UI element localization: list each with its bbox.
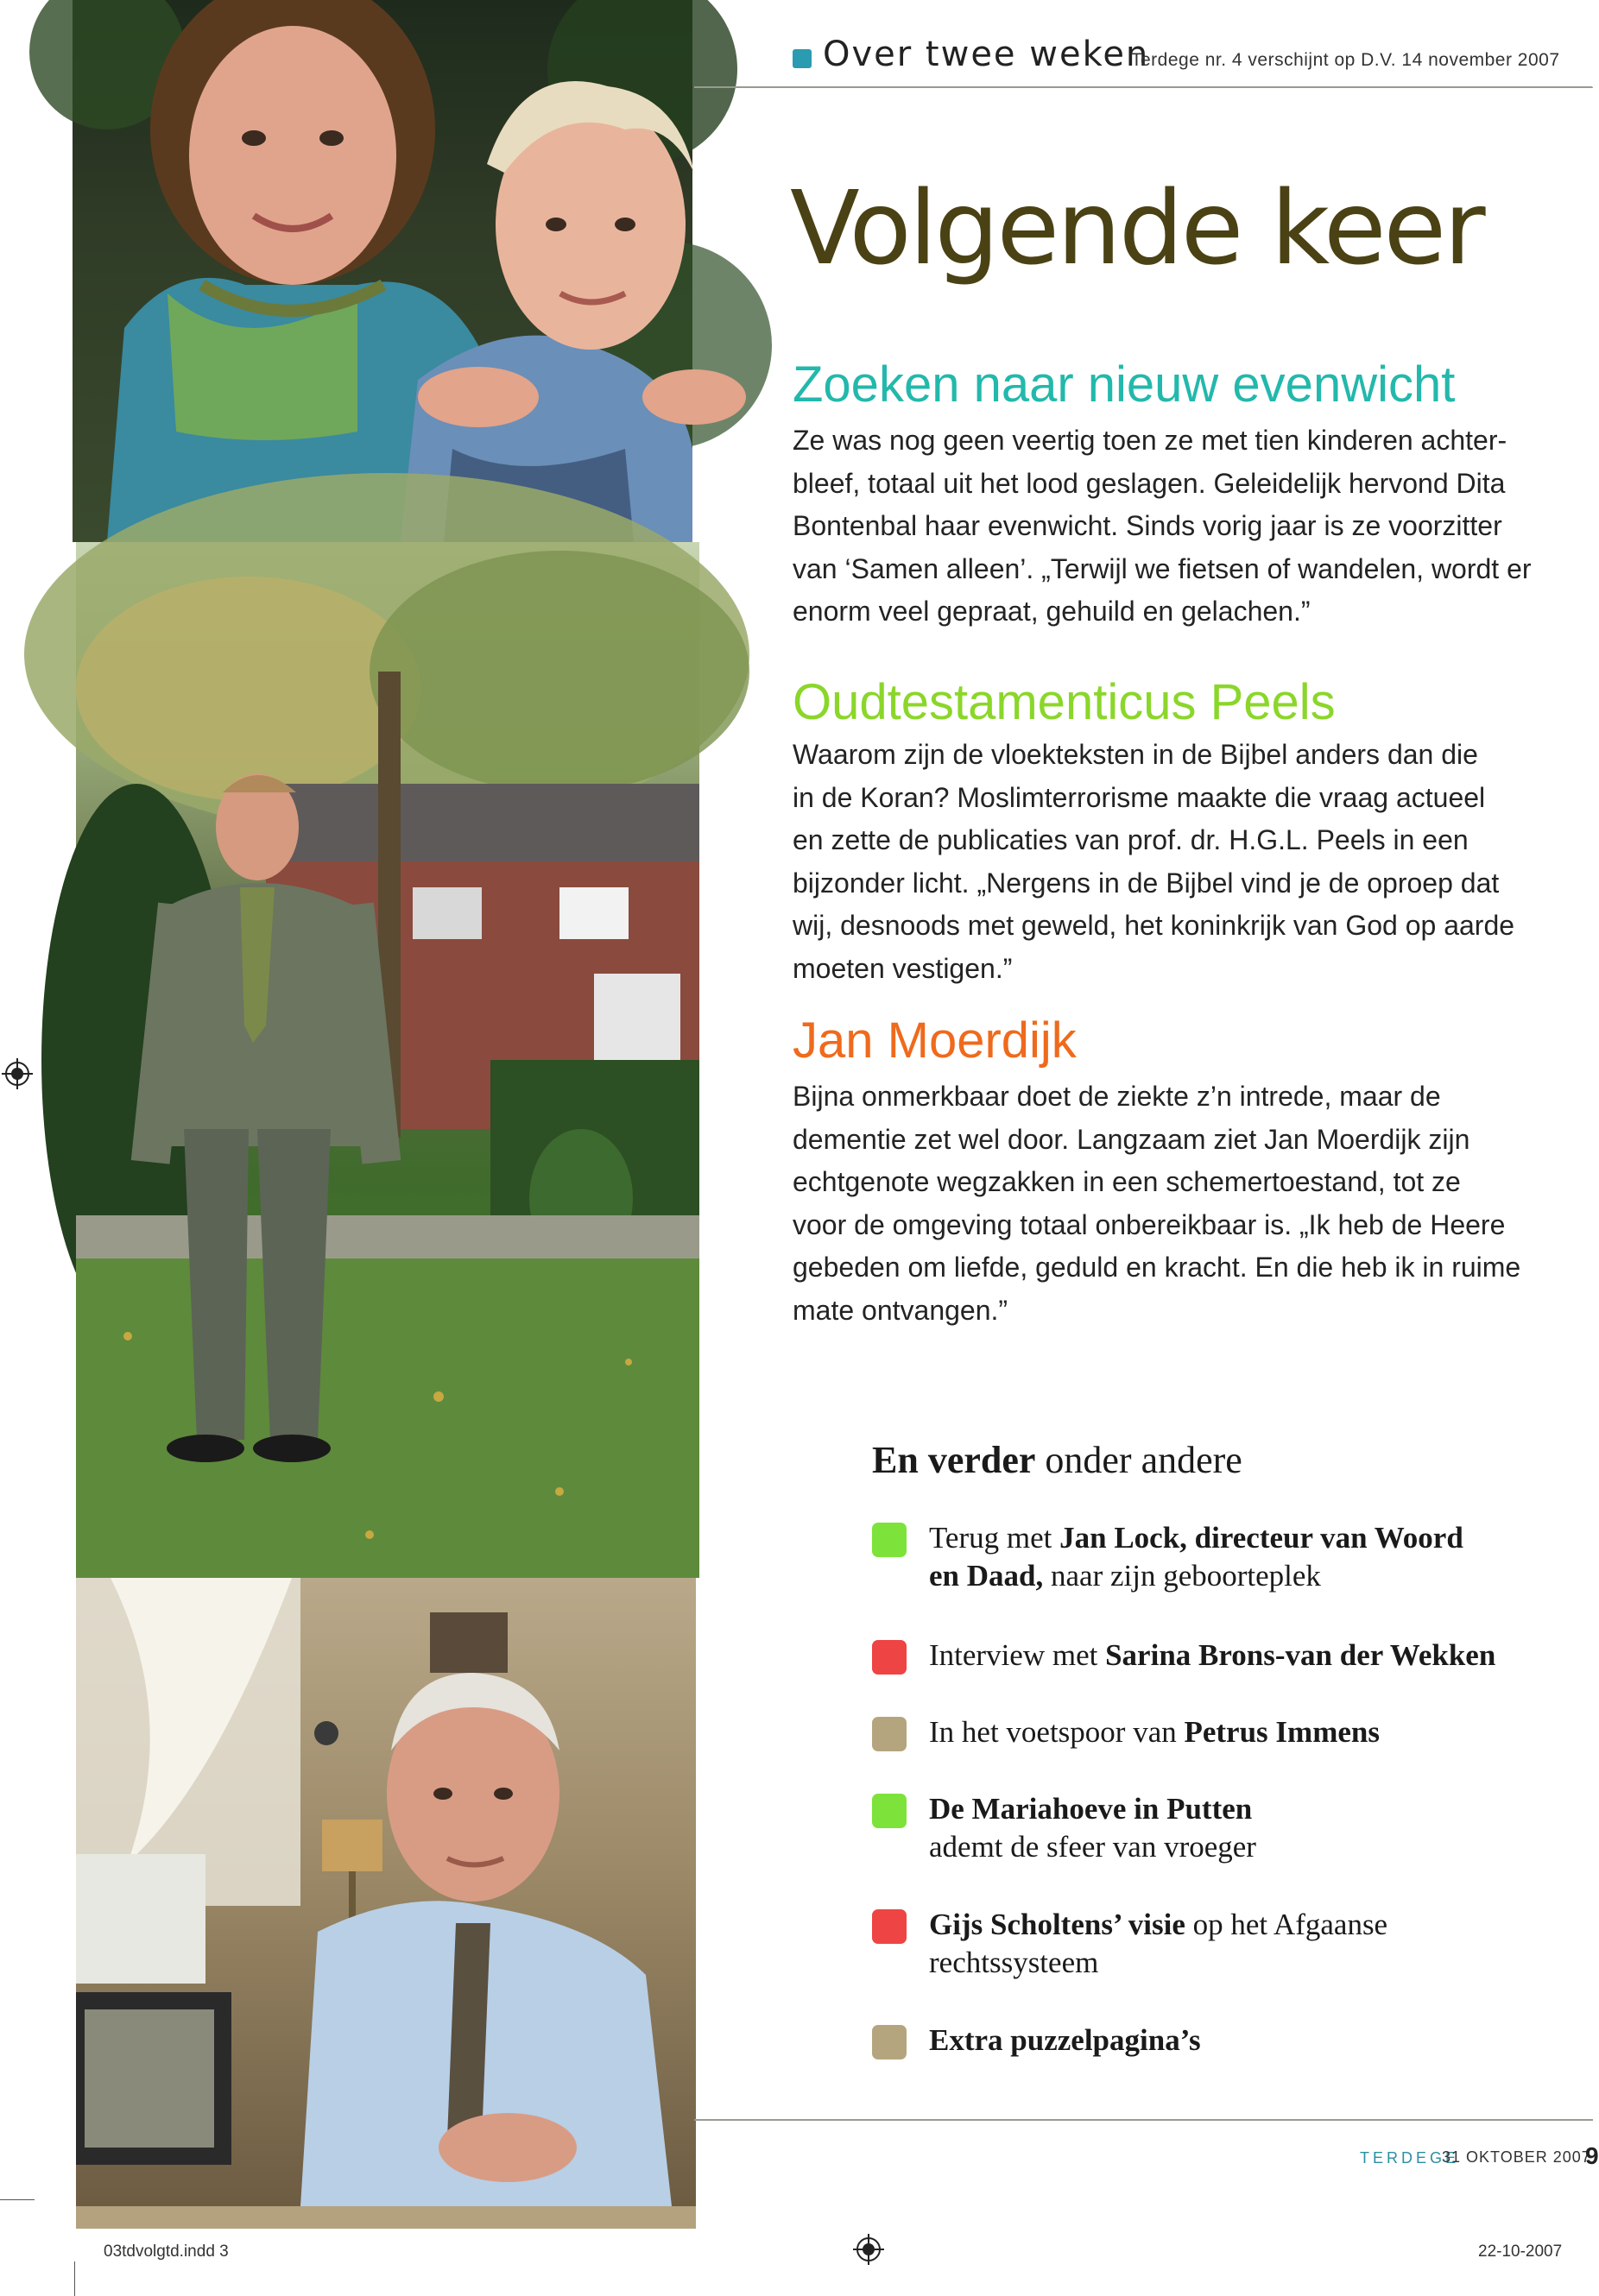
list-item [872,1906,1563,1982]
article-line: Ze was nog geen veertig toen ze met tien kinderen achter- [793,425,1507,456]
article-title-peels: Oudtestamenticus Peels [793,674,1336,730]
tan-bullet-square [872,1717,907,1751]
footer-divider [694,2119,1593,2121]
section-marker-square [793,49,812,68]
article-body-moerdijk [793,1075,1570,1332]
article-line: bijzonder licht. „Nergens in de Bijbel vind je de oproep dat [793,867,1500,899]
photo-man-in-garden-illustration [76,542,699,1578]
item-text-bold: Petrus Immens [1184,1715,1380,1749]
article-line: voor de omgeving totaal onbereikbaar is. „Ik heb de Heere [793,1208,1506,1240]
print-slug-date: 22-10-2007 [1478,2242,1563,2261]
item-text-bold: De Mariahoeve in Putten [929,1792,1253,1826]
list-item [872,1637,1563,1675]
page-title: Volgende keer [790,168,1483,287]
green-bullet-square [872,1794,907,1828]
registration-mark-icon [2,1058,33,1089]
section-title: Over twee weken [823,35,1150,74]
article-line: Bijna onmerkbaar doet de ziekte z’n intrede, maar de [793,1081,1441,1112]
more-heading-bold: En verder [872,1439,1036,1481]
list-item-text [929,1519,1563,1595]
article-line: wij, desnoods met geweld, het koninkrijk van God op aarde [793,910,1515,941]
list-item [872,1713,1563,1751]
item-text-plain: ademt de sfeer van vroeger [929,1830,1256,1864]
article-line: in de Koran? Moslimterrorisme maakte die vraag actueel [793,781,1486,813]
article-line: echtgenote wegzakken in een schemertoestand, tot ze [793,1166,1461,1197]
crop-mark [0,2199,35,2200]
header-divider [694,86,1593,88]
photo-caption-strip [76,2206,696,2229]
article-title-moerdijk: Jan Moerdijk [793,1012,1077,1069]
article-line: Waarom zijn de vloekteksten in de Bijbel anders dan die [793,739,1478,770]
list-item [872,2022,1563,2059]
green-bullet-square [872,1523,907,1557]
list-item-text [929,1713,1563,1751]
list-item-text [929,1790,1563,1866]
article-body-peels [793,734,1570,990]
list-item-text [929,2022,1563,2059]
footer-brand: TERDEGE [1360,2149,1460,2167]
item-text-bold: Jan Lock, directeur van Woord [1059,1521,1463,1555]
article-line: mate ontvangen.” [793,1294,1008,1326]
item-text-bold: Extra puzzelpagina’s [929,2023,1201,2057]
photo-elderly-man-seated [76,1578,696,2206]
red-bullet-square [872,1640,907,1675]
photo-woman-and-boy [73,0,692,542]
footer-date: 31 OKTOBER 2007 [1442,2148,1591,2166]
item-text-bold: Gijs Scholtens’ visie [929,1908,1185,1941]
article-line: dementie zet wel door. Langzaam ziet Jan Moerdijk zijn [793,1123,1470,1155]
article-line: van ‘Samen alleen’. „Terwijl we fietsen of wandelen, wordt er [793,552,1532,584]
list-item-text [929,1637,1563,1675]
print-slug-filename: 03tdvolgtd.indd 3 [104,2242,229,2261]
item-text-bold: en Daad, [929,1559,1044,1593]
list-item-text [929,1906,1563,1982]
article-line: en zette de publicaties van prof. dr. H.G.L. Peels in een [793,824,1469,855]
article-line: bleef, totaal uit het lood geslagen. Geleidelijk hervond Dita [793,467,1506,499]
article-line: Bontenbal haar evenwicht. Sinds vorig jaar is ze voorzitter [793,510,1502,541]
item-text-plain: Terug met [929,1521,1060,1555]
tan-bullet-square [872,2025,907,2059]
item-text-plain: naar zijn geboorteplek [1043,1559,1321,1593]
photo-woman-and-boy-illustration [73,0,692,542]
article-line: enorm veel gepraat, gehuild en gelachen.” [793,596,1311,627]
photo-man-in-garden [76,542,699,1578]
item-text-plain: Interview met [929,1638,1106,1672]
photo-elderly-man-seated-illustration [76,1578,696,2206]
item-text-plain: op het Afgaanse [1185,1908,1388,1941]
red-bullet-square [872,1909,907,1944]
item-text-plain: In het voetspoor van [929,1715,1185,1749]
crop-mark [74,2261,75,2296]
article-line: gebeden om liefde, geduld en kracht. En die heb ik in ruime [793,1252,1521,1283]
more-heading [872,1438,1242,1482]
article-body-evenwicht [793,419,1570,634]
page-number: 9 [1585,2142,1599,2169]
article-line: moeten vestigen.” [793,952,1013,984]
more-heading-rest: onder andere [1035,1439,1242,1481]
item-text-bold: Sarina Brons-van der Wekken [1105,1638,1496,1672]
registration-mark-icon [853,2234,884,2265]
list-item [872,1519,1563,1595]
article-title-evenwicht: Zoeken naar nieuw evenwicht [793,356,1456,413]
issue-note: Terdege nr. 4 verschijnt op D.V. 14 november 2007 [1131,50,1560,70]
item-text-plain: rechtssysteem [929,1946,1099,1979]
list-item [872,1790,1563,1866]
